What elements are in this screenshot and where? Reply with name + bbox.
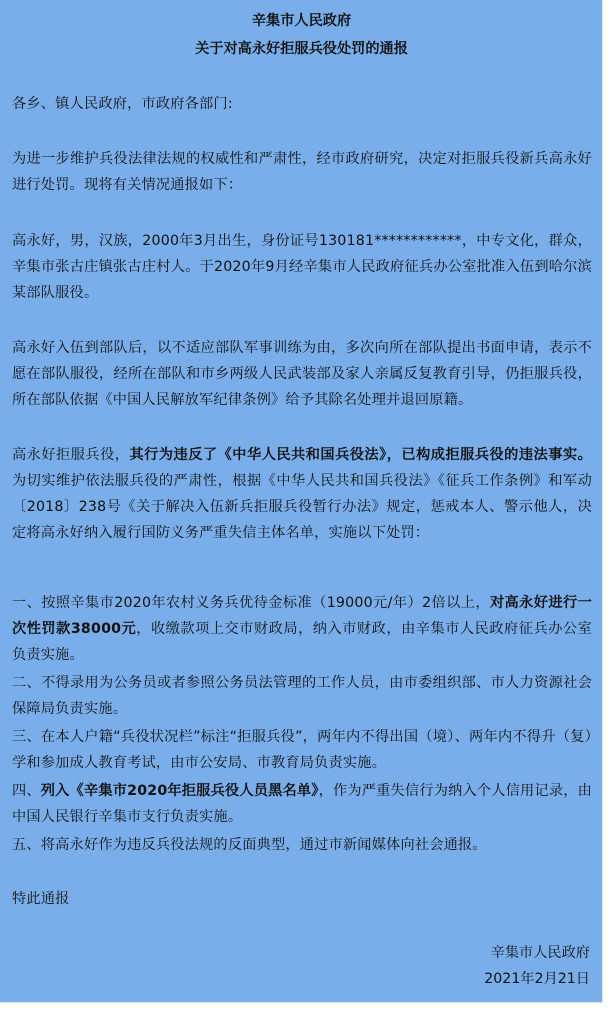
issuer-heading: 辛集市人民政府: [251, 13, 352, 29]
decision-lead: 高永好拒服兵役，: [12, 447, 130, 463]
decision-violation: 其行为违反了《中华人民共和国兵役法》，已构成拒服兵役的违法事实。: [129, 447, 592, 463]
signature-org: 辛集市人民政府: [490, 945, 590, 961]
penalty-item-2: 二、不得录用为公务员或者参照公务员法管理的工作人员，由市委组织部、市人力资源社会保障局负责实施。: [12, 675, 592, 717]
blacklist-name: 列入《辛集市2020年拒服兵役人员黑名单》: [40, 783, 319, 799]
paragraph-personal-info: 高永好，男，汉族，2000年3月出生，身份证号130181************，中专文化，群众，辛集市张古庄镇张古庄村人。于2020年9月经辛集市人民政府征兵办公室批准入伍到哈尔滨某部队服役。: [12, 233, 592, 301]
penalty-item-1: 一、按照辛集市2020年农村义务兵优待金标准（19000元/年）2倍以上，对高永好进行一次性罚款38000元，收缴款项上交市财政局，纳入市财政，由辛集市人民政府征兵办公室负责实施。: [12, 595, 593, 663]
salutation: 各乡、镇人民政府，市政府各部门:: [12, 96, 233, 112]
fine-amount: 对高永好进行一次性罚款38000元: [12, 595, 592, 637]
paragraph-decision: [12, 442, 592, 546]
paragraph-intro: 为进一步维护兵役法律法规的权威性和严肃性，经市政府研究，决定对拒服兵役新兵高永好进行处罚。现将有关情况通报如下：: [12, 151, 592, 193]
penalty-item-3: 三、在本人户籍“兵役状况栏”标注“拒服兵役”，两年内不得出国（境）、两年内不得升（复）学和参加成人教育考试，由市公安局、市教育局负责实施。: [12, 729, 592, 771]
document-title: 关于对高永好拒服兵役处罚的通报: [195, 41, 408, 57]
paragraph-circumstances: 高永好入伍到部队后，以不适应部队军事训练为由，多次向所在部队提出书面申请，表示不愿在部队服役，经所在部队和市乡两级人民武装部及家人亲属反复教育引导，仍拒服兵役，所在部队依据《中国人民解放军纪律条例》给予其除名处理并退回原籍。: [12, 340, 592, 408]
penalty-item-4: 四、列入《辛集市2020年拒服兵役人员黑名单》，作为严重失信行为纳入个人信用记录，由中国人民银行辛集市支行负责实施。: [12, 783, 592, 825]
penalty-item-5: 五、将高永好作为违反兵役法规的反面典型，通过市新闻媒体向社会通报。: [12, 837, 487, 853]
decision-basis: 为切实维护依法服兵役的严肃性，根据《中华人民共和国兵役法》《征兵工作条例》和军动〔2018〕238号《关于解决入伍新兵拒服兵役暂行办法》规定，惩戒本人、警示他人，决定将高永好纳入履行国防义务严重失信主体名单，实施以下处罚：: [12, 473, 592, 541]
signature-date: 2021年2月21日: [484, 971, 590, 987]
closing-text: 特此通报: [12, 891, 70, 907]
